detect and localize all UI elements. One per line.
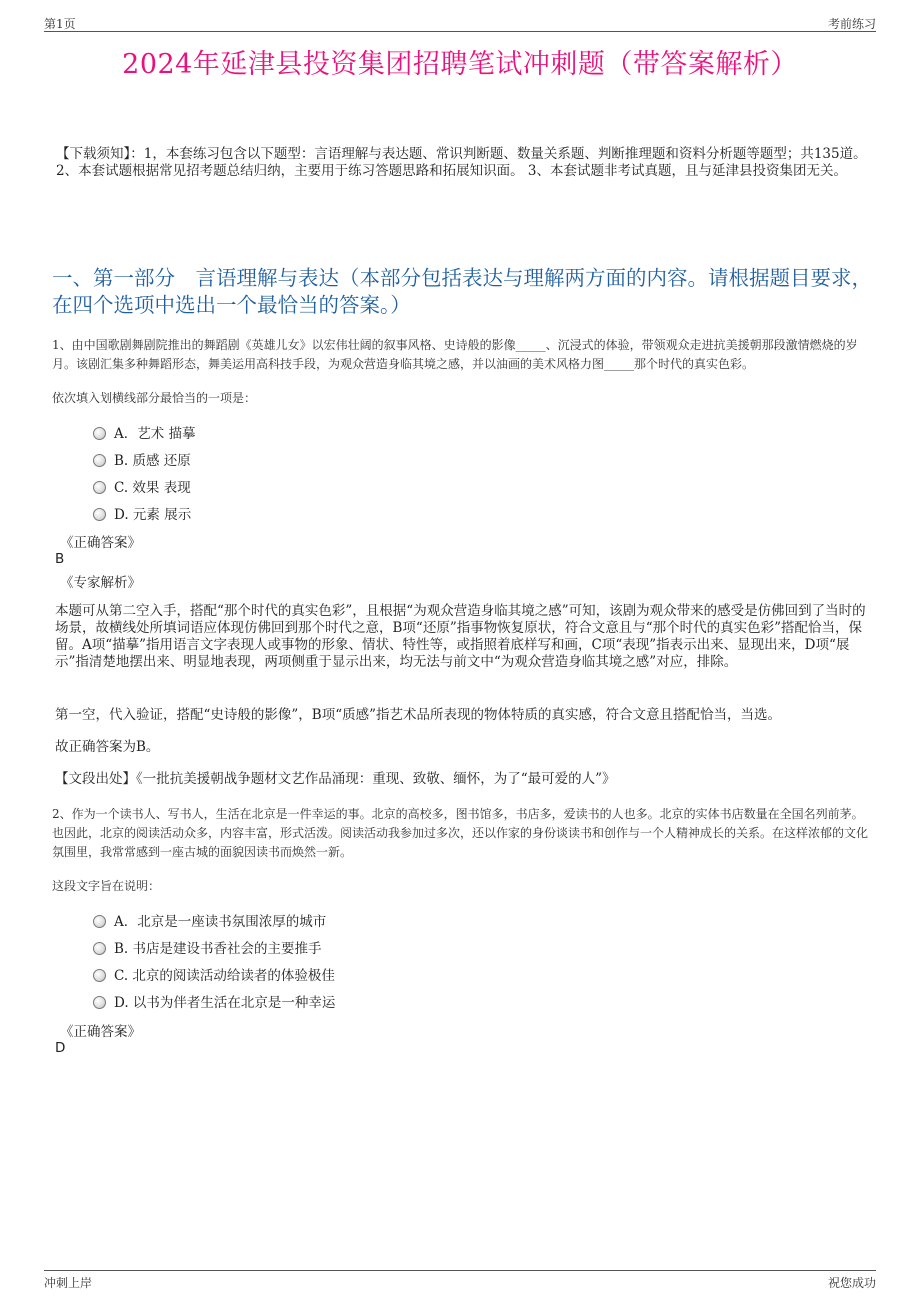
- radio-icon[interactable]: [93, 915, 106, 928]
- question-1-option-b[interactable]: B. 质感 还原: [93, 449, 191, 469]
- download-notice: 【下载须知】：1，本套练习包含以下题型：言语理解与表达题、常识判断题、数量关系题、判断推理题和资料分析题等题型；共135道。 2、本套试题根据常见招考题总结归纳，主要用于练习答题思路和拓展知识面。 3、本套试题非考试真题，且与延津县投资集团无关。: [56, 146, 867, 179]
- question-1-option-d[interactable]: D. 元素 展示: [93, 503, 191, 523]
- question-1-stem: 1、由中国歌剧舞剧院推出的舞蹈剧《英雄儿女》以宏伟壮阔的叙事风格、史诗般的影像_____、沉浸式的体验，带领观众走进抗美援朝那段激情燃烧的岁月。该剧汇集多种舞蹈形态，舞美运用高科技手段，为观众营造身临其境之感，并以油画的美术风格力图_____那个时代的真实色彩。: [52, 338, 858, 371]
- question-2-option-a[interactable]: A．北京是一座读书氛围浓厚的城市: [93, 910, 326, 930]
- question-2-answer: D: [55, 1040, 66, 1056]
- question-2-option-d[interactable]: D. 以书为伴者生活在北京是一种幸运: [93, 991, 335, 1011]
- page-number: 第1页: [44, 17, 76, 31]
- radio-icon[interactable]: [93, 508, 106, 521]
- question-1-answer: B: [55, 551, 65, 567]
- radio-icon[interactable]: [93, 481, 106, 494]
- question-1-source: 【文段出处】《一批抗美援朝战争题材文艺作品涌现：重现、致敬、缅怀，为了“最可爱的人”》: [55, 771, 616, 787]
- radio-icon[interactable]: [93, 942, 106, 955]
- footer-right-text: 祝您成功: [827, 1276, 876, 1290]
- question-2-prompt: 这段文字旨在说明：: [52, 879, 161, 893]
- footer-left-text: 冲刺上岸: [44, 1276, 93, 1290]
- question-1-analysis-conclusion: 故正确答案为B。: [55, 739, 160, 755]
- question-1-analysis-paragraph-1: 本题可从第二空入手，搭配“那个时代的真实色彩”，且根据“为观众营造身临其境之感”可知，该剧为观众带来的感受是仿佛回到了当时的场景，故横线处所填词语应体现仿佛回到那个时代之意，B项“还原”指事物恢复原状，符合文意且与“那个时代的真实色彩”搭配恰当，保留。A项“描摹”指用语言文字表现人或事物的形象、情状、特性等，或指照着底样写和画，C项“表现”指表示出来、显现出来，D项“展示”指清楚地摆出来、明显地表现，两项侧重于显示出来，均无法与前文中“为观众营造身临其境之感”对应，排除。: [55, 603, 866, 670]
- question-2-option-c[interactable]: C. 北京的阅读活动给读者的体验极佳: [93, 964, 335, 984]
- radio-icon[interactable]: [93, 996, 106, 1009]
- question-1-option-c[interactable]: C. 效果 表现: [93, 476, 191, 496]
- question-2-answer-label: 《正确答案》: [60, 1024, 141, 1040]
- question-2-stem: 2、作为一个读书人、写书人，生活在北京是一件幸运的事。北京的高校多，图书馆多，书店多，爱读书的人也多。北京的实体书店数量在全国名列前茅。也因此，北京的阅读活动众多，内容丰富，形式活泼。阅读活动我参加过多次，还以作家的身份谈读书和创作与一个人精神成长的关系。在这样浓郁的文化氛围里，我常常感到一座古城的面貌因读书而焕然一新。: [52, 807, 869, 859]
- question-1-option-a[interactable]: A．艺术 描摹: [93, 422, 196, 442]
- question-1-analysis-paragraph-2: 第一空，代入验证，搭配“史诗般的影像”，B项“质感”指艺术品所表现的物体特质的真实感，符合文意且搭配恰当，当选。: [55, 707, 782, 723]
- question-1-answer-label: 《正确答案》: [60, 535, 141, 551]
- question-1-analysis-label: 《专家解析》: [60, 575, 141, 591]
- radio-icon[interactable]: [93, 969, 106, 982]
- document-title: 2024年延津县投资集团招聘笔试冲刺题（带答案解析）: [122, 49, 798, 80]
- page-footer: [44, 1270, 876, 1289]
- radio-icon[interactable]: [93, 427, 106, 440]
- header-label: 考前练习: [827, 17, 876, 31]
- question-2-option-b[interactable]: B. 书店是建设书香社会的主要推手: [93, 937, 322, 957]
- radio-icon[interactable]: [93, 454, 106, 467]
- question-1-prompt: 依次填入划横线部分最恰当的一项是：: [52, 391, 257, 405]
- section-title: 一、第一部分 言语理解与表达（本部分包括表达与理解两方面的内容。请根据题目要求，在四个选项中选出一个最恰当的答案。）: [52, 266, 872, 317]
- page-header: [44, 13, 876, 32]
